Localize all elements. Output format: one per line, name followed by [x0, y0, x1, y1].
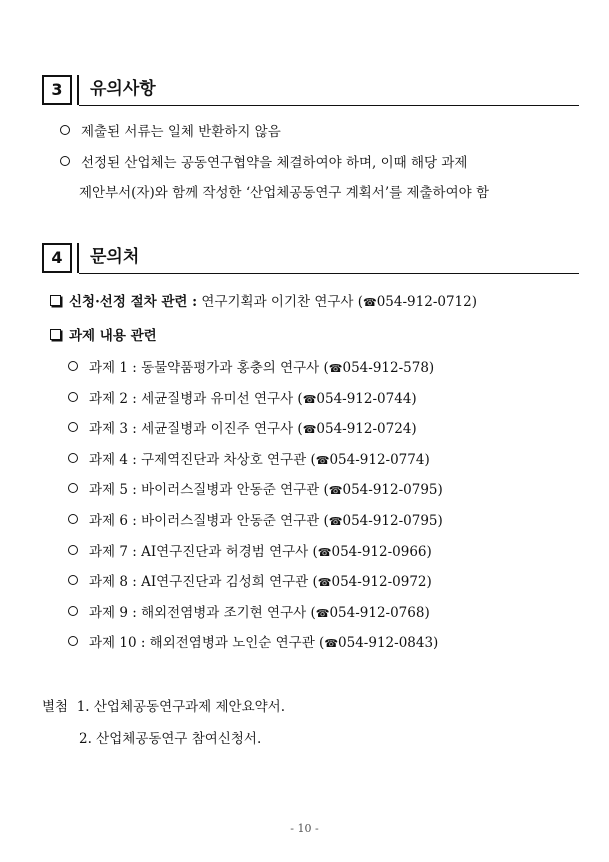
square-bullet-icon	[50, 295, 61, 306]
page-number: - 10 -	[290, 822, 319, 835]
attachment-line: 2. 산업체공동연구 참여신청서.	[79, 731, 262, 747]
circle-bullet-icon	[68, 422, 78, 432]
section-number: 4	[42, 243, 72, 273]
task-contact-item: 과제 5 : 바이러스질병과 안동준 연구관 (☎054-912-0795)	[68, 480, 443, 501]
circle-bullet-icon	[68, 545, 78, 555]
section-number: 3	[42, 75, 72, 105]
section-title: 문의처	[90, 247, 140, 267]
phone-icon: ☎	[328, 484, 343, 498]
circle-bullet-icon	[60, 156, 70, 166]
phone-icon: ☎	[317, 576, 332, 590]
phone-icon: ☎	[315, 606, 330, 620]
circle-bullet-icon	[68, 636, 78, 646]
phone-icon: ☎	[315, 453, 330, 467]
task-contact-item: 과제 9 : 해외전염병과 조기현 연구사 (☎054-912-0768)	[68, 603, 430, 624]
section-rule	[79, 273, 579, 274]
phone-icon: ☎	[328, 362, 343, 375]
circle-bullet-icon	[68, 575, 78, 585]
circle-bullet-icon	[60, 125, 70, 135]
task-contact-item: 과제 7 : AI연구진단과 허경범 연구사 (☎054-912-0966)	[68, 542, 432, 563]
circle-bullet-icon	[68, 514, 78, 524]
circle-bullet-icon	[68, 453, 78, 463]
task-contact-item: 과제 10 : 해외전염병과 노인순 연구관 (☎054-912-0843)	[68, 633, 438, 654]
circle-bullet-icon	[68, 483, 78, 493]
phone-icon: ☎	[328, 515, 343, 528]
notice-item: 선정된 산업체는 공동연구협약을 체결하여야 하며, 이때 해당 과제	[60, 153, 467, 173]
phone-icon: ☎	[302, 423, 317, 437]
circle-bullet-icon	[68, 361, 78, 371]
task-contacts-header: 과제 내용 관련	[50, 326, 157, 346]
notice-item-continued: 제안부서(자)와 함께 작성한 ‘산업체공동연구 계획서’를 제출하여야 함	[79, 185, 490, 201]
task-contact-item: 과제 2 : 세균질병과 유미선 연구사 (☎054-912-0744)	[68, 389, 417, 410]
task-contact-item: 과제 1 : 동물약품평가과 홍충의 연구사 (☎054-912-578)	[68, 358, 434, 379]
phone-icon: ☎	[317, 545, 332, 559]
divider	[77, 75, 79, 105]
section-rule	[79, 105, 579, 106]
notice-item: 제출된 서류는 일체 반환하지 않음	[60, 122, 281, 142]
square-bullet-icon	[50, 329, 61, 340]
divider	[77, 243, 79, 273]
circle-bullet-icon	[68, 606, 78, 616]
task-contact-item: 과제 3 : 세균질병과 이진주 연구사 (☎054-912-0724)	[68, 419, 417, 440]
section-title: 유의사항	[90, 79, 156, 99]
task-contact-item: 과제 8 : AI연구진단과 김성희 연구관 (☎054-912-0972)	[68, 572, 432, 593]
attachment-line: 별첨 1. 산업체공동연구과제 제안요약서.	[42, 699, 286, 715]
circle-bullet-icon	[68, 392, 78, 402]
attachment-label: 별첨	[42, 699, 69, 715]
task-contact-item: 과제 4 : 구제역진단과 차상호 연구관 (☎054-912-0774)	[68, 450, 430, 471]
phone-icon: ☎	[302, 392, 317, 406]
task-contact-item: 과제 6 : 바이러스질병과 안동준 연구관 (☎054-912-0795)	[68, 511, 443, 532]
procedure-contact: 신청·선정 절차 관련 : 연구기획과 이기찬 연구사 (☎054-912-0712)	[50, 292, 477, 313]
phone-icon: ☎	[324, 637, 339, 651]
phone-icon: ☎	[363, 296, 377, 309]
